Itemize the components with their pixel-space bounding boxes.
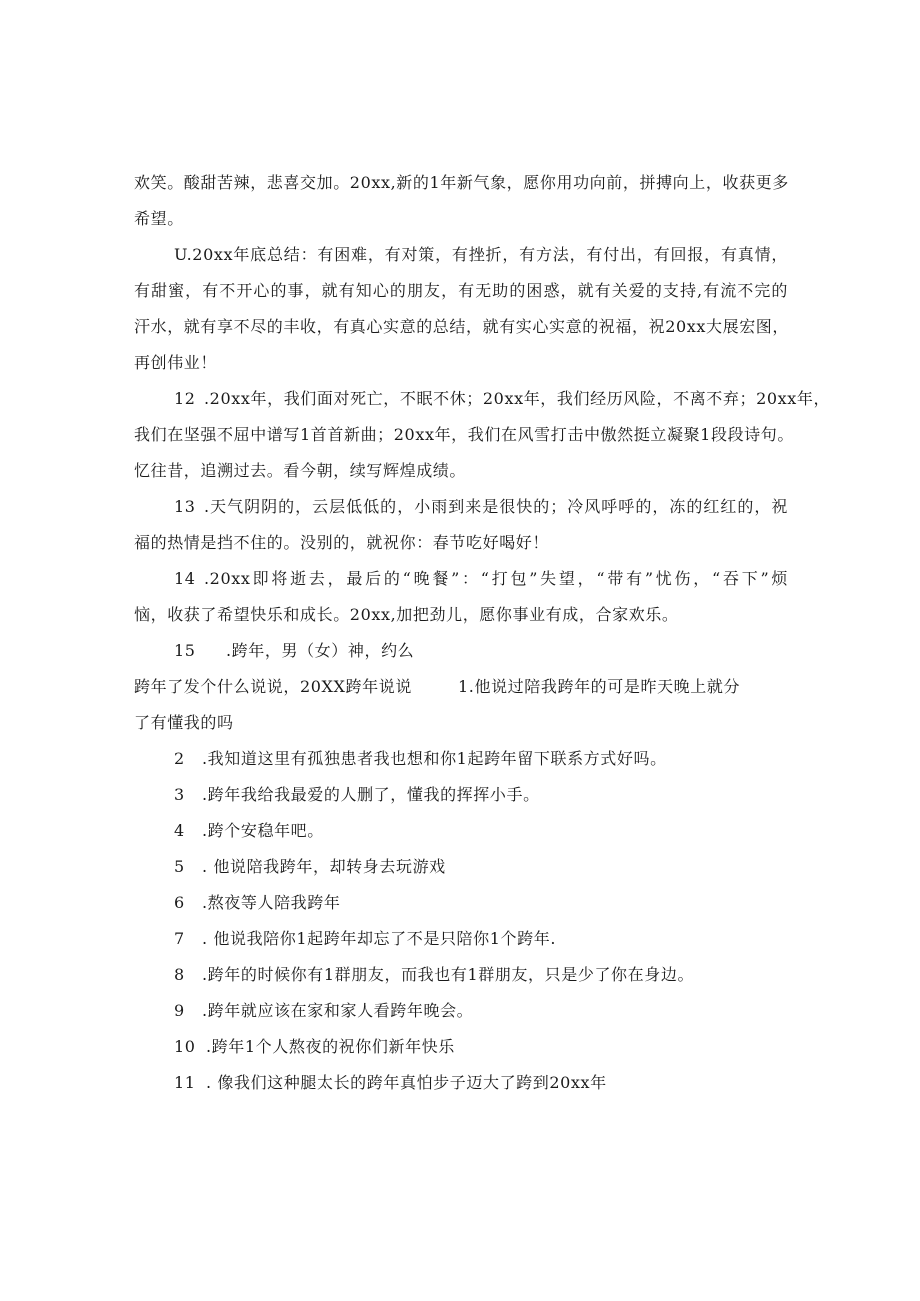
list-item (174, 741, 667, 777)
list-item (174, 1065, 607, 1101)
list-number: 10 (174, 1037, 196, 1056)
para-13-number: 13 (174, 497, 196, 516)
list-number: 4 (174, 821, 185, 840)
list-number: 2 (174, 749, 185, 768)
para-15-number: 15 (174, 641, 196, 660)
list-text: . 他说我陪你1起跨年却忘了不是只陪你1个跨年. (202, 929, 557, 948)
intro-line-2: 希望。 (134, 209, 184, 228)
list-number: 8 (174, 965, 185, 984)
list-text: . 他说陪我跨年，却转身去玩游戏 (202, 857, 446, 876)
para-13-line-1 (174, 489, 788, 525)
list-number: 11 (174, 1073, 196, 1092)
para-13-line-2: 福的热情是挡不住的。没别的，就祝你：春节吃好喝好！ (134, 533, 550, 552)
list-item (174, 1029, 455, 1065)
list-item (174, 777, 540, 813)
para-13-text: .天气阴阴的，云层低低的，小雨到来是很快的；冷风呼呼的，冻的红红的，祝 (204, 497, 788, 516)
para-u-line-1: U.20xx年底总结：有困难，有对策，有挫折，有方法，有付出，有回报，有真情， (174, 245, 788, 264)
list-item (174, 849, 446, 885)
para-15-text: .跨年，男（女）神，约么 (226, 641, 415, 660)
para-12-number: 12 (174, 389, 196, 408)
para-u-line-3: 汗水，就有享不尽的丰收，有真心实意的总结，就有实心实意的祝福，祝20xx大展宏图， (134, 317, 790, 336)
list-number: 5 (174, 857, 185, 876)
list-item (174, 993, 473, 1029)
list-text: .跨年1个人熬夜的祝你们新年快乐 (206, 1037, 455, 1056)
list-number: 9 (174, 1001, 185, 1020)
list-text: .熬夜等人陪我跨年 (202, 893, 341, 912)
para-14-text: .20xx即将逝去，最后的“晚餐”：“打包”失望，“带有”忧伤，“吞下”烦 (204, 569, 788, 588)
list-text: .我知道这里有孤独患者我也想和你1起跨年留下联系方式好吗。 (202, 749, 667, 768)
list-number: 3 (174, 785, 185, 804)
list-number: 7 (174, 929, 185, 948)
list-item (174, 957, 694, 993)
para-u-line-2: 有甜蜜，有不开心的事，就有知心的朋友，有无助的困惑，就有关爱的支持,有流不完的 (134, 281, 788, 300)
para-12-line-3: 忆往昔，追溯过去。看今朝，续写辉煌成绩。 (134, 461, 467, 480)
list-item (174, 885, 341, 921)
list-text: . 像我们这种腿太长的跨年真怕步子迈大了跨到20xx年 (206, 1073, 607, 1092)
list-item (174, 813, 324, 849)
para-12-line-2: 我们在坚强不屈中谱写1首首新曲；20xx年，我们在风雪打击中傲然挺立凝聚1段段诗句。 (134, 425, 794, 444)
list-text: .跨年就应该在家和家人看跨年晚会。 (202, 1001, 474, 1020)
intro-line-1: 欢笑。酸甜苦辣，悲喜交加。20xx,新的1年新气象，愿你用功向前，拼搏向上，收获更多 (134, 173, 789, 192)
list-text: .跨个安稳年吧。 (202, 821, 324, 840)
para-14-number: 14 (174, 569, 196, 588)
list-item (174, 921, 556, 957)
list-text: .跨年的时候你有1群朋友，而我也有1群朋友，只是少了你在身边。 (202, 965, 695, 984)
para-15 (174, 633, 414, 669)
list-item-1: 1.他说过陪我跨年的可是昨天晚上就分 (458, 677, 741, 696)
section-heading: 跨年了发个什么说说，20XX跨年说说 (134, 677, 412, 696)
para-12-text: .20xx年，我们面对死亡，不眠不休；20xx年，我们经历风险，不离不弃；20xx年， (204, 389, 831, 408)
para-14-line-2: 恼，收获了希望快乐和成长。20xx,加把劲儿，愿你事业有成，合家欢乐。 (134, 605, 679, 624)
para-12-line-1 (174, 381, 831, 417)
list-number: 6 (174, 893, 185, 912)
para-14-line-1 (174, 561, 788, 597)
para-u-line-4: 再创伟业！ (134, 353, 218, 372)
list-item-1-cont: 了有懂我的吗 (134, 713, 234, 732)
list-text: .跨年我给我最爱的人删了，懂我的挥挥小手。 (202, 785, 540, 804)
